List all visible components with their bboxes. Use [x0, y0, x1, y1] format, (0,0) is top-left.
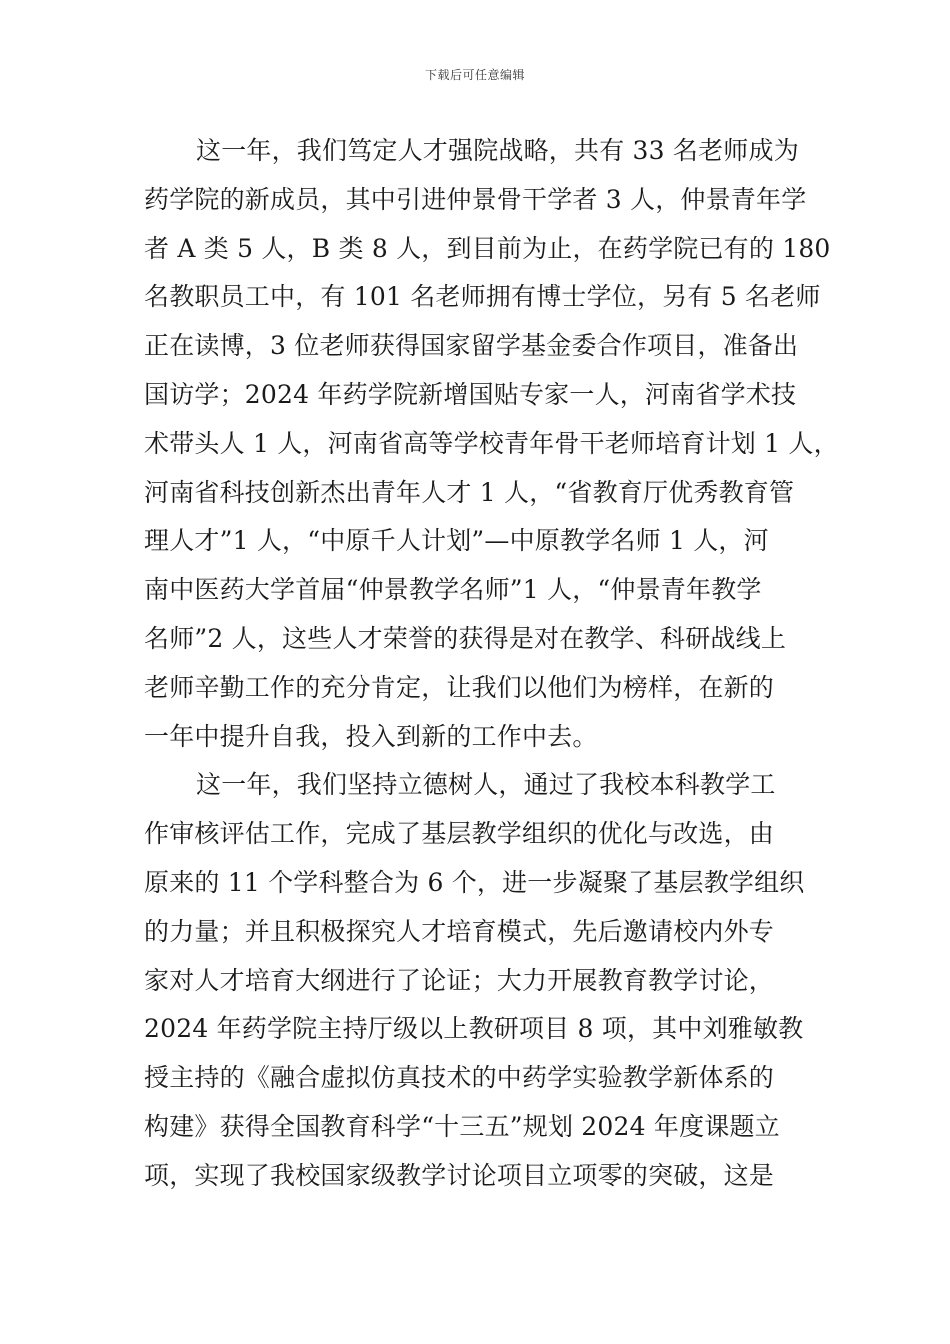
paragraph-1-line: 名师”2 人，这些人才荣誉的获得是对在教学、科研战线上 — [144, 623, 787, 653]
paragraph-1-line: 国访学；2024 年药学院新增国贴专家一人，河南省学术技 — [144, 379, 797, 409]
paragraph-1-line: 正在读博，3 位老师获得国家留学基金委合作项目，准备出 — [144, 331, 799, 361]
paragraph-2-line: 的力量；并且积极探究人才培育模式，先后邀请校内外专 — [144, 916, 775, 946]
paragraph-1-line: 名教职员工中，有 101 名老师拥有博士学位，另有 5 名老师 — [144, 282, 821, 312]
document-body — [144, 127, 839, 1201]
paragraph-2-line: 2024 年药学院主持厅级以上教研项目 8 项，其中刘雅敏教 — [144, 1014, 804, 1044]
paragraph-2-line: 这一年，我们坚持立德树人，通过了我校本科教学工 — [196, 770, 776, 800]
paragraph-2-line: 构建》获得全国教育科学“十三五”规划 2024 年度课题立 — [144, 1111, 780, 1141]
paragraph-1-line: 药学院的新成员，其中引进仲景骨干学者 3 人，仲景青年学 — [144, 184, 807, 214]
paragraph-2-line: 家对人才培育大纲进行了论证；大力开展教育教学讨论， — [144, 965, 775, 995]
paragraph-1-line: 术带头人 1 人，河南省高等学校青年骨干老师培育计划 1 人， — [144, 428, 839, 458]
paragraph-1-line: 这一年，我们笃定人才强院战略，共有 33 名老师成为 — [196, 136, 799, 165]
page-header: 下载后可任意编辑 — [424, 68, 525, 82]
paragraph-1-line: 老师辛勤工作的充分肯定，让我们以他们为榜样，在新的 — [144, 672, 775, 702]
paragraph-2-line: 授主持的《融合虚拟仿真技术的中药学实验教学新体系的 — [144, 1063, 775, 1093]
paragraph-1-line: 者 A 类 5 人，B 类 8 人，到目前为止，在药学院已有的 180 — [144, 233, 831, 263]
paragraph-1-line: 南中医药大学首届“仲景教学名师”1 人，“仲景青年教学 — [144, 575, 762, 605]
paragraph-2-line: 原来的 11 个学科整合为 6 个，进一步凝聚了基层教学组织 — [144, 867, 805, 897]
paragraph-1-line: 一年中提升自我，投入到新的工作中去。 — [144, 721, 598, 751]
paragraph-2-line: 项，实现了我校国家级教学讨论项目立项零的突破，这是 — [144, 1160, 775, 1190]
paragraph-2-line: 作审核评估工作，完成了基层教学组织的优化与改选，由 — [144, 819, 775, 849]
paragraph-1-line: 理人才”1 人，“中原千人计划”—中原教学名师 1 人，河 — [144, 526, 769, 556]
paragraph-1-line: 河南省科技创新杰出青年人才 1 人，“省教育厅优秀教育管 — [144, 477, 795, 507]
